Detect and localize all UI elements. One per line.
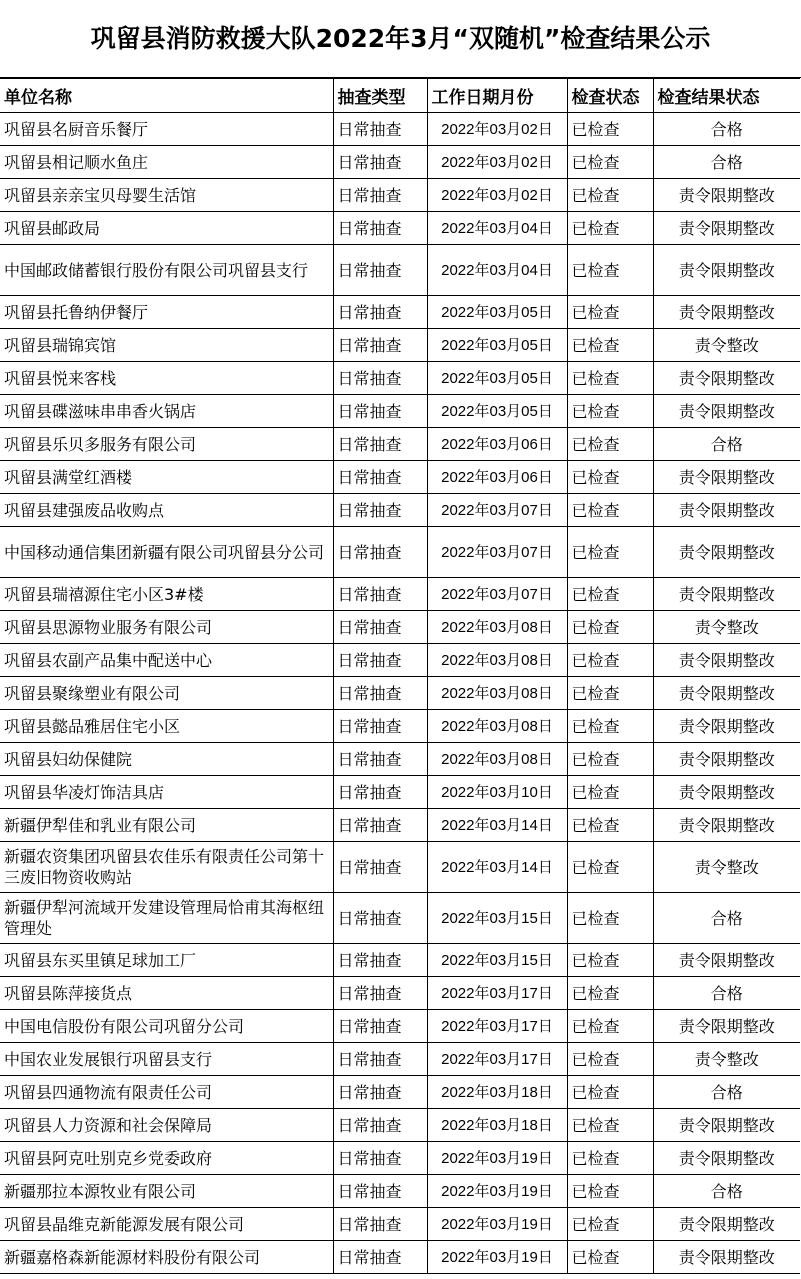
check-status-cell: 已检查 [567,362,653,395]
check-status-cell: 已检查 [567,644,653,677]
unit-name-cell: 巩留县妇幼保健院 [0,743,333,776]
check-type-cell: 日常抽查 [333,428,427,461]
work-date-cell: 2022年03月19日 [427,1208,567,1241]
unit-name-cell: 新疆嘉格森新能源材料股份有限公司 [0,1241,333,1274]
check-status-cell: 已检查 [567,1208,653,1241]
check-status-cell: 已检查 [567,395,653,428]
table-header-row [0,79,800,113]
table-row [0,494,800,527]
unit-name-cell: 巩留县人力资源和社会保障局 [0,1109,333,1142]
check-status-cell: 已检查 [567,461,653,494]
work-date-cell: 2022年03月07日 [427,494,567,527]
header-work-date: 工作日期月份 [427,79,567,113]
check-type-cell: 日常抽查 [333,578,427,611]
unit-name-cell: 巩留县瑞锦宾馆 [0,329,333,362]
check-type-cell: 日常抽查 [333,809,427,842]
work-date-cell: 2022年03月08日 [427,743,567,776]
result-status-cell: 责令限期整改 [653,644,800,677]
unit-name-cell: 巩留县乐贝多服务有限公司 [0,428,333,461]
check-type-cell: 日常抽查 [333,1175,427,1208]
check-type-cell: 日常抽查 [333,977,427,1010]
table-row [0,611,800,644]
table-row [0,212,800,245]
header-result-status: 检查结果状态 [653,79,800,113]
work-date-cell: 2022年03月04日 [427,245,567,296]
work-date-cell: 2022年03月05日 [427,329,567,362]
table-row [0,977,800,1010]
result-status-cell: 责令限期整改 [653,212,800,245]
table-row [0,644,800,677]
unit-name-cell: 巩留县东买里镇足球加工厂 [0,944,333,977]
check-status-cell: 已检查 [567,113,653,146]
check-type-cell: 日常抽查 [333,1142,427,1175]
result-status-cell: 责令限期整改 [653,179,800,212]
inspection-table [0,78,800,1274]
check-type-cell: 日常抽查 [333,179,427,212]
unit-name-cell: 巩留县相记顺水鱼庄 [0,146,333,179]
unit-name-cell: 中国电信股份有限公司巩留分公司 [0,1010,333,1043]
table-row [0,842,800,893]
table-row [0,710,800,743]
work-date-cell: 2022年03月02日 [427,113,567,146]
work-date-cell: 2022年03月08日 [427,611,567,644]
unit-name-cell: 巩留县聚缘塑业有限公司 [0,677,333,710]
unit-name-cell: 巩留县碟滋味串串香火锅店 [0,395,333,428]
result-status-cell: 责令限期整改 [653,1241,800,1274]
result-status-cell: 责令限期整改 [653,809,800,842]
table-row [0,893,800,944]
header-check-type: 抽查类型 [333,79,427,113]
result-status-cell: 责令限期整改 [653,743,800,776]
check-type-cell: 日常抽查 [333,113,427,146]
table-row [0,362,800,395]
result-status-cell: 责令限期整改 [653,494,800,527]
result-status-cell: 合格 [653,428,800,461]
table-row [0,179,800,212]
unit-name-cell: 巩留县邮政局 [0,212,333,245]
work-date-cell: 2022年03月14日 [427,842,567,893]
check-type-cell: 日常抽查 [333,710,427,743]
unit-name-cell: 巩留县阿克吐别克乡党委政府 [0,1142,333,1175]
table-row [0,296,800,329]
work-date-cell: 2022年03月06日 [427,428,567,461]
check-status-cell: 已检查 [567,743,653,776]
work-date-cell: 2022年03月06日 [427,461,567,494]
table-row [0,329,800,362]
table-row [0,113,800,146]
result-status-cell: 责令限期整改 [653,1142,800,1175]
table-row [0,1076,800,1109]
work-date-cell: 2022年03月17日 [427,1010,567,1043]
table-row [0,461,800,494]
check-status-cell: 已检查 [567,1109,653,1142]
check-type-cell: 日常抽查 [333,461,427,494]
result-status-cell: 责令限期整改 [653,395,800,428]
work-date-cell: 2022年03月05日 [427,362,567,395]
result-status-cell: 责令整改 [653,842,800,893]
check-status-cell: 已检查 [567,677,653,710]
work-date-cell: 2022年03月08日 [427,677,567,710]
check-type-cell: 日常抽查 [333,527,427,578]
work-date-cell: 2022年03月07日 [427,578,567,611]
unit-name-cell: 新疆农资集团巩留县农佳乐有限责任公司第十三废旧物资收购站 [0,842,333,893]
header-unit-name: 单位名称 [0,79,333,113]
unit-name-cell: 巩留县华凌灯饰洁具店 [0,776,333,809]
result-status-cell: 合格 [653,1175,800,1208]
check-status-cell: 已检查 [567,1241,653,1274]
table-row [0,1142,800,1175]
work-date-cell: 2022年03月08日 [427,710,567,743]
check-status-cell: 已检查 [567,146,653,179]
table-row [0,578,800,611]
table-row [0,1010,800,1043]
check-type-cell: 日常抽查 [333,296,427,329]
work-date-cell: 2022年03月08日 [427,644,567,677]
result-status-cell: 责令限期整改 [653,1010,800,1043]
result-status-cell: 责令限期整改 [653,944,800,977]
table-row [0,245,800,296]
result-status-cell: 责令整改 [653,1043,800,1076]
check-status-cell: 已检查 [567,809,653,842]
check-type-cell: 日常抽查 [333,1241,427,1274]
unit-name-cell: 巩留县瑞禧源住宅小区3#楼 [0,578,333,611]
check-type-cell: 日常抽查 [333,146,427,179]
unit-name-cell: 巩留县名厨音乐餐厅 [0,113,333,146]
result-status-cell: 责令限期整改 [653,1109,800,1142]
work-date-cell: 2022年03月04日 [427,212,567,245]
work-date-cell: 2022年03月17日 [427,977,567,1010]
result-status-cell: 责令限期整改 [653,776,800,809]
unit-name-cell: 中国农业发展银行巩留县支行 [0,1043,333,1076]
unit-name-cell: 新疆那拉本源牧业有限公司 [0,1175,333,1208]
check-status-cell: 已检查 [567,977,653,1010]
result-status-cell: 责令限期整改 [653,710,800,743]
unit-name-cell: 巩留县满堂红酒楼 [0,461,333,494]
work-date-cell: 2022年03月18日 [427,1076,567,1109]
check-type-cell: 日常抽查 [333,362,427,395]
unit-name-cell: 巩留县悦来客栈 [0,362,333,395]
check-status-cell: 已检查 [567,494,653,527]
check-type-cell: 日常抽查 [333,212,427,245]
result-status-cell: 责令限期整改 [653,461,800,494]
work-date-cell: 2022年03月02日 [427,179,567,212]
table-row [0,527,800,578]
work-date-cell: 2022年03月19日 [427,1175,567,1208]
table-row [0,1175,800,1208]
work-date-cell: 2022年03月19日 [427,1142,567,1175]
result-status-cell: 责令限期整改 [653,362,800,395]
check-status-cell: 已检查 [567,1175,653,1208]
unit-name-cell: 巩留县陈萍接货点 [0,977,333,1010]
check-status-cell: 已检查 [567,1043,653,1076]
result-status-cell: 合格 [653,977,800,1010]
result-status-cell: 责令限期整改 [653,578,800,611]
work-date-cell: 2022年03月05日 [427,395,567,428]
check-status-cell: 已检查 [567,329,653,362]
check-type-cell: 日常抽查 [333,395,427,428]
check-status-cell: 已检查 [567,245,653,296]
check-status-cell: 已检查 [567,527,653,578]
table-row [0,776,800,809]
check-type-cell: 日常抽查 [333,329,427,362]
check-status-cell: 已检查 [567,1076,653,1109]
result-status-cell: 责令限期整改 [653,677,800,710]
table-row [0,944,800,977]
check-status-cell: 已检查 [567,893,653,944]
result-status-cell: 责令限期整改 [653,296,800,329]
check-status-cell: 已检查 [567,428,653,461]
unit-name-cell: 中国邮政储蓄银行股份有限公司巩留县支行 [0,245,333,296]
check-type-cell: 日常抽查 [333,1109,427,1142]
result-status-cell: 责令整改 [653,611,800,644]
unit-name-cell: 新疆伊犁佳和乳业有限公司 [0,809,333,842]
check-type-cell: 日常抽查 [333,893,427,944]
table-row [0,428,800,461]
check-type-cell: 日常抽查 [333,677,427,710]
check-type-cell: 日常抽查 [333,743,427,776]
check-status-cell: 已检查 [567,1010,653,1043]
check-status-cell: 已检查 [567,212,653,245]
unit-name-cell: 新疆伊犁河流域开发建设管理局恰甫其海枢纽管理处 [0,893,333,944]
check-type-cell: 日常抽查 [333,644,427,677]
unit-name-cell: 巩留县晶维克新能源发展有限公司 [0,1208,333,1241]
unit-name-cell: 巩留县懿品雅居住宅小区 [0,710,333,743]
table-row [0,1208,800,1241]
check-type-cell: 日常抽查 [333,1043,427,1076]
unit-name-cell: 巩留县四通物流有限责任公司 [0,1076,333,1109]
check-status-cell: 已检查 [567,710,653,743]
check-status-cell: 已检查 [567,611,653,644]
check-type-cell: 日常抽查 [333,842,427,893]
table-row [0,743,800,776]
table-row [0,146,800,179]
unit-name-cell: 巩留县建强废品收购点 [0,494,333,527]
check-status-cell: 已检查 [567,944,653,977]
unit-name-cell: 巩留县农副产品集中配送中心 [0,644,333,677]
work-date-cell: 2022年03月18日 [427,1109,567,1142]
check-status-cell: 已检查 [567,179,653,212]
check-type-cell: 日常抽查 [333,776,427,809]
table-row [0,1043,800,1076]
check-type-cell: 日常抽查 [333,245,427,296]
result-status-cell: 合格 [653,893,800,944]
check-type-cell: 日常抽查 [333,494,427,527]
result-status-cell: 责令整改 [653,329,800,362]
check-type-cell: 日常抽查 [333,944,427,977]
check-status-cell: 已检查 [567,776,653,809]
page-title: 巩留县消防救援大队2022年3月“双随机”检查结果公示 [0,0,801,78]
check-type-cell: 日常抽查 [333,1208,427,1241]
table-row [0,809,800,842]
unit-name-cell: 巩留县亲亲宝贝母婴生活馆 [0,179,333,212]
work-date-cell: 2022年03月05日 [427,296,567,329]
table-row [0,677,800,710]
work-date-cell: 2022年03月19日 [427,1241,567,1274]
check-type-cell: 日常抽查 [333,611,427,644]
work-date-cell: 2022年03月07日 [427,527,567,578]
table-row [0,1241,800,1274]
result-status-cell: 合格 [653,113,800,146]
work-date-cell: 2022年03月02日 [427,146,567,179]
work-date-cell: 2022年03月15日 [427,944,567,977]
check-status-cell: 已检查 [567,1142,653,1175]
header-check-status: 检查状态 [567,79,653,113]
check-type-cell: 日常抽查 [333,1010,427,1043]
check-status-cell: 已检查 [567,578,653,611]
check-status-cell: 已检查 [567,296,653,329]
result-status-cell: 合格 [653,1076,800,1109]
table-row [0,395,800,428]
work-date-cell: 2022年03月14日 [427,809,567,842]
unit-name-cell: 巩留县托鲁纳伊餐厅 [0,296,333,329]
result-status-cell: 责令限期整改 [653,245,800,296]
result-status-cell: 责令限期整改 [653,1208,800,1241]
unit-name-cell: 巩留县思源物业服务有限公司 [0,611,333,644]
work-date-cell: 2022年03月15日 [427,893,567,944]
check-status-cell: 已检查 [567,842,653,893]
work-date-cell: 2022年03月17日 [427,1043,567,1076]
work-date-cell: 2022年03月10日 [427,776,567,809]
table-row [0,1109,800,1142]
result-status-cell: 责令限期整改 [653,527,800,578]
unit-name-cell: 中国移动通信集团新疆有限公司巩留县分公司 [0,527,333,578]
result-status-cell: 合格 [653,146,800,179]
check-type-cell: 日常抽查 [333,1076,427,1109]
